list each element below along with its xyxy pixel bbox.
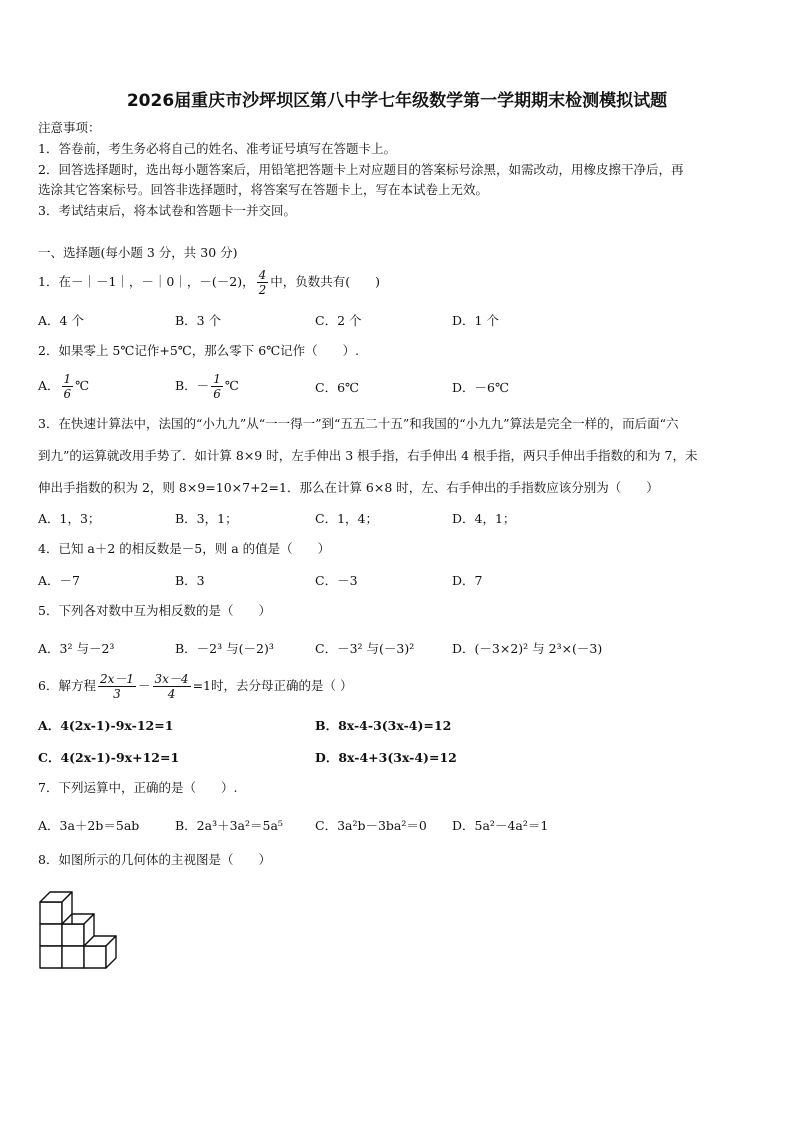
q2-b-fraction xyxy=(211,372,223,401)
cube-front-bottom xyxy=(40,946,62,968)
question-2-stem: 2．如果零上 5℃记作+5℃，那么零下 6℃记作（ ）. xyxy=(38,343,360,358)
q4-option-b: B．3 xyxy=(175,573,205,588)
q2-a-unit: ℃ xyxy=(75,378,90,393)
q7-option-b: B．2a³＋3a²＝5a⁵ xyxy=(175,818,283,833)
q6-option-b: B．8x-4-3(3x-4)=12 xyxy=(315,718,452,733)
q2-b-unit: ℃ xyxy=(224,378,239,393)
q1-option-b: B．3 个 xyxy=(175,313,222,328)
q6-option-c: C．4(2x-1)-9x+12=1 xyxy=(38,750,180,765)
question-6-stem xyxy=(38,672,352,701)
q6-option-a: A．4(2x-1)-9x-12=1 xyxy=(38,718,174,733)
q1-stem-pre: 1．在－｜－1｜，－｜0｜，－(－2)， xyxy=(38,274,255,289)
q2-a-den: 6 xyxy=(63,387,72,401)
section-heading: 一、选择题(每小题 3 分，共 30 分) xyxy=(38,245,238,260)
question-1-stem xyxy=(38,268,380,297)
q3-option-c: C．1，4； xyxy=(315,511,378,526)
q4-option-c: C．－3 xyxy=(315,573,358,588)
notice-item-2-line-1: 2．回答选择题时，选出每小题答案后，用铅笔把答题卡上对应题目的答案标号涂黑，如需改动，用橡皮擦干净后，再 xyxy=(38,162,684,177)
q1-fraction xyxy=(257,268,269,297)
question-5-stem: 5．下列各对数中互为相反数的是（ ） xyxy=(38,603,271,618)
q6-f1-num: 2x－1 xyxy=(99,672,134,686)
q7-option-d: D．5a²－4a²＝1 xyxy=(452,818,549,833)
q6-f2-num: 3x－4 xyxy=(154,672,189,686)
q2-b-num: 1 xyxy=(213,372,221,386)
q1-stem-post: 中，负数共有( ) xyxy=(270,274,380,289)
q6-option-d: D．8x-4+3(3x-4)=12 xyxy=(315,750,457,765)
q5-option-c: C．－3² 与(－3)² xyxy=(315,641,415,656)
notice-heading: 注意事项： xyxy=(38,120,101,135)
q1-frac-den: 2 xyxy=(258,283,267,297)
notice-item-1: 1．答卷前，考生务必将自己的姓名、准考证号填写在答题卡上。 xyxy=(38,141,396,156)
q7-option-a: A．3a＋2b＝5ab xyxy=(38,818,140,833)
cube-third-front xyxy=(84,946,106,968)
q6-f1-den: 3 xyxy=(113,687,121,701)
q2-option-a xyxy=(38,372,89,401)
q2-b-den: 6 xyxy=(213,387,221,401)
q2-option-c: C．6℃ xyxy=(315,380,360,395)
cube-second-bottom xyxy=(62,946,84,968)
q2-b-label: B．－ xyxy=(175,378,210,393)
question-3-line-3: 伸出手指数的积为 2，则 8×9=10×7+2=1．那么在计算 6×8 时，左、右手伸出的手指数应该分别为（ ） xyxy=(38,480,659,495)
q3-option-d: D．4，1； xyxy=(452,511,516,526)
q6-fraction-2 xyxy=(153,672,191,701)
question-3-line-1: 3．在快速计算法中，法国的“小九九”从“一一得一”到“五五二十五”和我国的“小九九”算法是完全一样的，而后面“六 xyxy=(38,416,679,431)
notice-item-3: 3．考试结束后，将本试卷和答题卡一并交回。 xyxy=(38,203,296,218)
q2-a-label: A． xyxy=(38,378,60,393)
q3-option-a: A．1，3； xyxy=(38,511,101,526)
q3-option-b: B．3，1； xyxy=(175,511,238,526)
cube-second-mid xyxy=(62,924,84,946)
solid-figure xyxy=(34,884,124,974)
question-3-line-2: 到九”的运算就改用手势了．如计算 8×9 时，左手伸出 3 根手指，右手伸出 4 根手指，两只手伸出手指数的和为 7，未 xyxy=(38,448,698,463)
q1-option-a: A．4 个 xyxy=(38,313,84,328)
q7-option-c: C．3a²b－3ba²＝0 xyxy=(315,818,427,833)
q2-option-b xyxy=(175,372,239,401)
question-8-stem: 8．如图所示的几何体的主视图是（ ） xyxy=(38,852,271,867)
q6-minus: － xyxy=(138,678,151,693)
q1-option-d: D．1 个 xyxy=(452,313,499,328)
q6-f2-den: 4 xyxy=(167,687,176,701)
q5-option-a: A．3² 与－2³ xyxy=(38,641,115,656)
q2-a-fraction xyxy=(62,372,74,401)
question-4-stem: 4．已知 a＋2 的相反数是－5，则 a 的值是（ ） xyxy=(38,541,331,556)
q2-option-d: D．－6℃ xyxy=(452,380,509,395)
cube-front-mid xyxy=(40,924,62,946)
q4-option-d: D．7 xyxy=(452,573,483,588)
exam-title: 2026届重庆市沙坪坝区第八中学七年级数学第一学期期末检测模拟试题 xyxy=(126,91,668,111)
q5-option-b: B．－2³ 与(－2)³ xyxy=(175,641,274,656)
notice-item-2-line-2: 选涂其它答案标号。回答非选择题时，将答案写在答题卡上，写在本试卷上无效。 xyxy=(38,182,489,197)
question-7-stem: 7．下列运算中，正确的是（ ）. xyxy=(38,780,238,795)
q5-option-d: D．(－3×2)² 与 2³×(－3) xyxy=(452,641,603,656)
q1-frac-num: 4 xyxy=(258,268,267,282)
cube-front-top xyxy=(40,902,62,924)
q6-stem-pre: 6．解方程 xyxy=(38,678,96,693)
q6-fraction-1 xyxy=(98,672,136,701)
q4-option-a: A．－7 xyxy=(38,573,80,588)
q6-stem-post: =1时，去分母正确的是（ ） xyxy=(192,678,353,693)
q2-a-num: 1 xyxy=(63,372,72,386)
q1-option-c: C．2 个 xyxy=(315,313,362,328)
